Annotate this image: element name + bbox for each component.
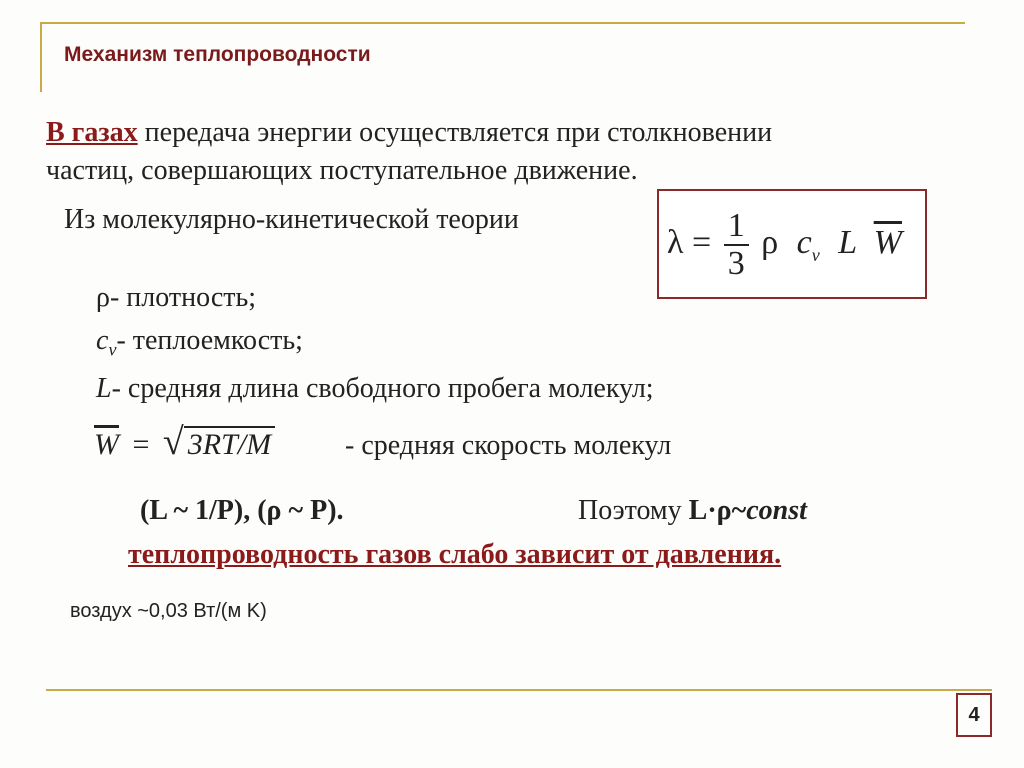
intro-line-1 [46,115,772,151]
w-formula-equals: = [132,428,150,461]
def-cv-subscript: v [108,339,117,360]
intro-line-2: частиц, совершающих поступательное движение. [46,155,638,186]
def-rho [96,280,256,316]
rho-symbol: ρ [761,224,779,261]
def-L-text: - средняя длина свободного пробега молекул; [111,373,654,404]
lambda-formula [667,203,902,295]
therefore-bold: L·ρ~ [688,495,747,526]
fraction-denominator: 3 [727,245,745,283]
intro-rest: передача энергии осуществляется при столкновении [137,117,773,148]
w-formula [94,420,275,467]
one-third-fraction [724,208,749,282]
def-L [96,371,654,407]
def-cv-text: - теплоемкость; [116,325,303,356]
def-cv [96,323,303,368]
page-number: 4 [956,693,992,737]
L-symbol: L [838,224,858,261]
def-w-text: - средняя скорость молекул [345,430,672,461]
def-L-symbol: L [96,373,112,404]
intro-highlight: В газах [46,117,138,148]
theory-text: Из молекулярно-кинетической теории [64,204,519,235]
w-formula-symbol: $\overline{W}$ [94,428,119,461]
therefore-const: const [746,495,807,526]
relation-text: (L ~ 1/P), (ρ ~ P). [140,495,344,526]
w-formula-radicand: 3RT/M [184,426,275,461]
equals-sign: = [692,224,712,261]
cv-c: c [796,224,812,261]
cv-symbol [796,224,820,265]
therefore-prefix: Поэтому [578,495,689,526]
fraction-numerator: 1 [724,208,749,246]
slide-title: Механизм теплопроводности [64,43,371,66]
therefore-text [578,493,807,529]
def-cv-symbol: c [96,325,109,356]
lambda-symbol: λ [667,224,684,261]
W-symbol: $\overline{W}$ [873,224,902,261]
sqrt-sign: √ [162,421,184,463]
left-rule [40,22,42,92]
cv-subscript: v [811,244,820,265]
formula-box [657,189,927,299]
conclusion-text: теплопроводность газов слабо зависит от давления. [128,539,782,570]
def-rho-text: - плотность; [109,282,257,313]
top-rule [40,22,965,24]
air-conductivity-value: воздух ~0,03 Вт/(м K) [70,600,267,622]
def-rho-symbol: ρ [96,282,110,313]
bottom-rule [46,689,992,691]
